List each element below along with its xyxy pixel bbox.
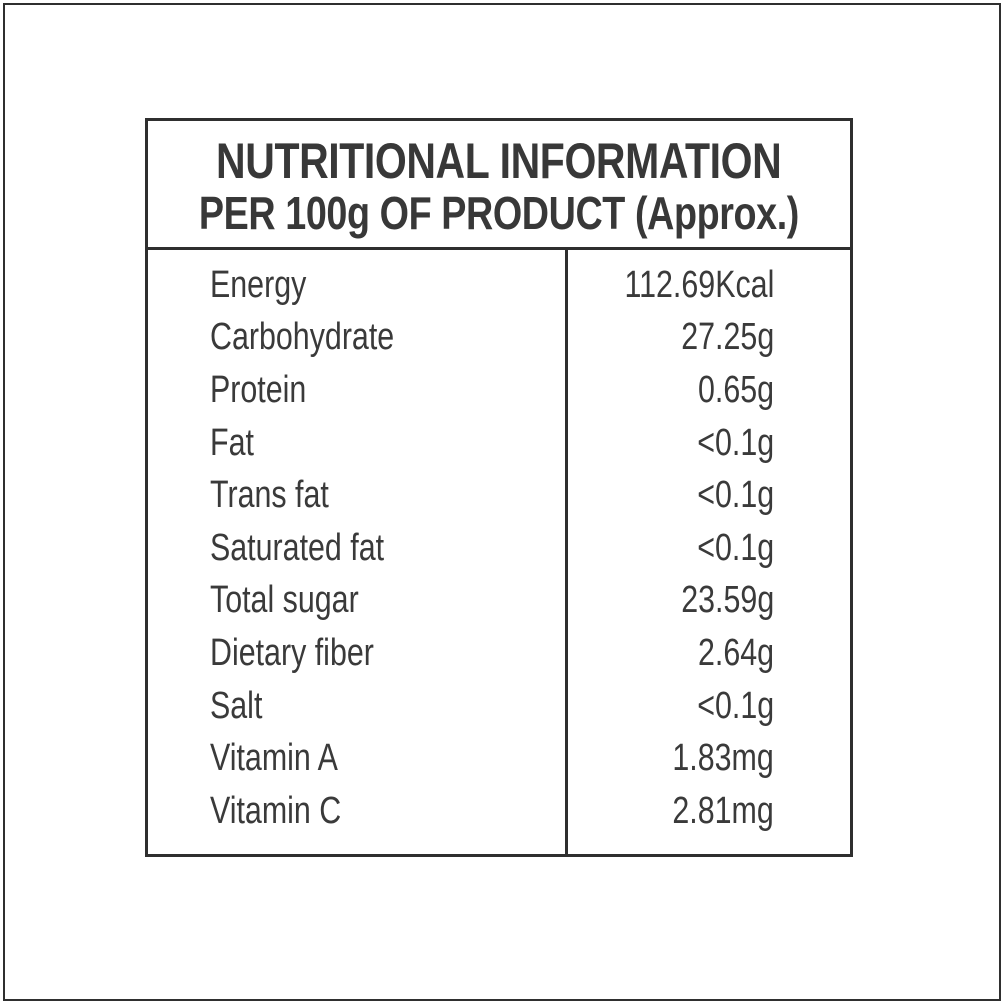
nutrient-label: Saturated fat (210, 526, 385, 569)
nutrient-value: <0.1g (697, 421, 774, 464)
nutrition-table (145, 118, 853, 857)
table-row (148, 259, 850, 312)
table-row (148, 417, 850, 470)
nutrient-value: 2.81mg (672, 789, 774, 832)
table-body (148, 250, 850, 854)
nutrient-value: 2.64g (697, 631, 774, 674)
nutrient-label: Protein (210, 368, 307, 411)
table-row (148, 312, 850, 365)
nutrient-label: Total sugar (210, 579, 359, 622)
nutrient-value: 27.25g (681, 316, 774, 359)
table-row (148, 364, 850, 417)
table-row (148, 522, 850, 575)
table-row (148, 680, 850, 733)
nutrient-value: 23.59g (681, 579, 774, 622)
nutrient-label: Fat (210, 421, 254, 464)
nutrient-value: 1.83mg (672, 737, 774, 780)
table-title-line2: PER 100g OF PRODUCT (Approx.) (198, 187, 800, 239)
nutrient-label: Vitamin A (210, 737, 338, 780)
nutrient-rows (148, 250, 850, 854)
nutrient-label: Carbohydrate (210, 316, 395, 359)
table-row (148, 732, 850, 785)
nutrient-value: 112.69Kcal (624, 263, 774, 306)
table-row (148, 785, 850, 838)
table-row (148, 575, 850, 628)
nutrient-value: <0.1g (697, 684, 774, 727)
nutrient-value: <0.1g (697, 474, 774, 517)
nutrient-label: Energy (210, 263, 307, 306)
table-row (148, 469, 850, 522)
nutrient-label: Vitamin C (210, 789, 342, 832)
nutrient-label: Dietary fiber (210, 631, 374, 674)
nutrient-value: 0.65g (697, 368, 774, 411)
table-row (148, 627, 850, 680)
nutrient-label: Salt (210, 684, 263, 727)
table-title-line1: NUTRITIONAL INFORMATION (216, 133, 782, 189)
nutrient-value: <0.1g (697, 526, 774, 569)
table-header (148, 121, 850, 250)
nutrient-label: Trans fat (210, 474, 329, 517)
